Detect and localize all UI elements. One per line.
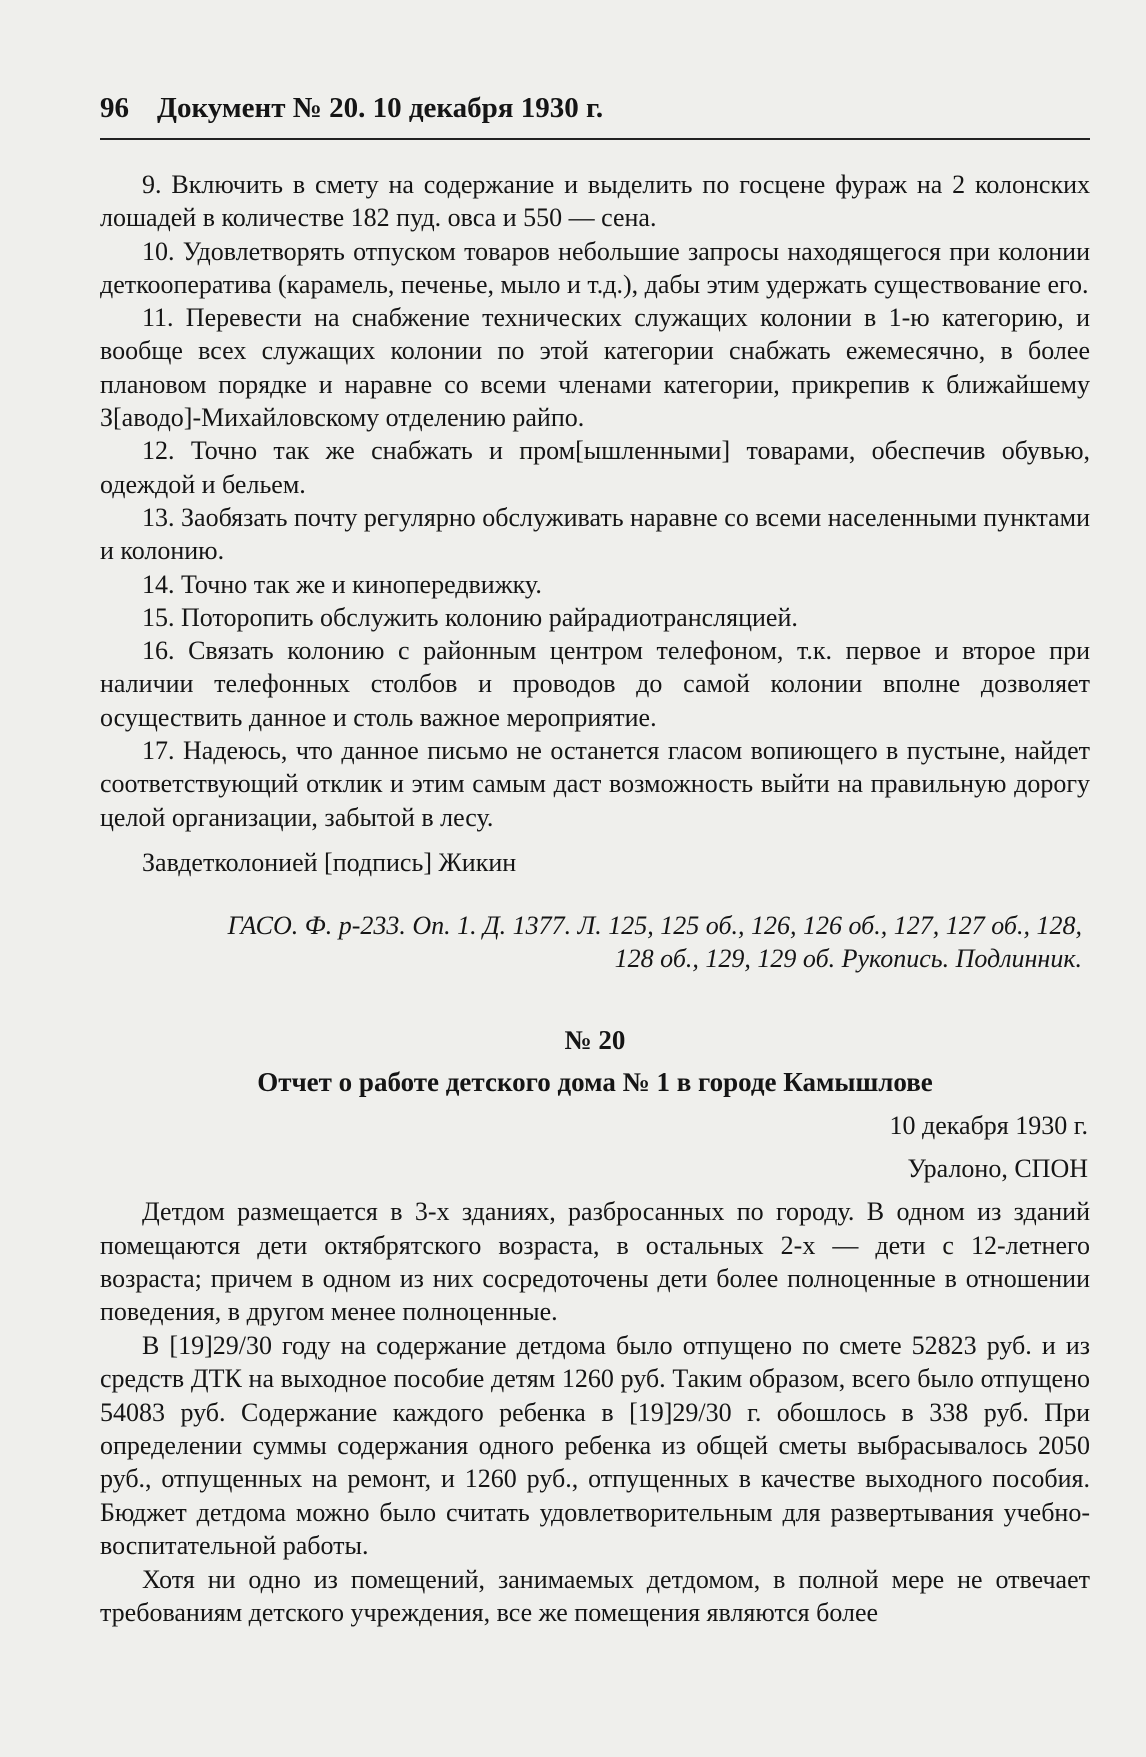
document-source: Уралоно, СПОН xyxy=(907,1154,1088,1184)
archive-reference-line-2: 128 об., 129, 129 об. Рукопись. Подлинник. xyxy=(614,944,1082,974)
paragraph-item-17: 17. Надеюсь, что данное письмо не останется гласом вопиющего в пустыне, найдет соответствующий отклик и этим самым даст возможность выйти на правильную дорогу целой организации, забытой в лесу. xyxy=(100,736,1090,832)
document-number: № 20 xyxy=(564,1025,626,1056)
paragraph-item-16: 16. Связать колонию с районным центром телефоном, т.к. первое и второе при наличии телефонных столбов и проводов до самой колонии вполне дозволяет осуществить данное и столь важное мероприятие. xyxy=(100,636,1090,732)
document-date: 10 декабря 1930 г. xyxy=(889,1111,1088,1141)
letter-continuation xyxy=(100,168,1090,879)
paragraph-item-11: 11. Перевести на снабжение технических служащих колонии в 1-ю категорию, и вообще всех служащих колонии по этой категории снабжать ежемесячно, в более плановом порядке и наравне со всеми членами категории, прикрепив к ближайшему З[аводо]-Михайловскому отделению райпо. xyxy=(100,303,1090,433)
page-content xyxy=(100,88,1090,1630)
report-body xyxy=(100,1195,1090,1629)
running-header xyxy=(100,88,1090,140)
report-paragraph-2: В [19]29/30 году на содержание детдома было отпущено по смете 52823 руб. и из средств ДТК на выходное пособие детям 1260 руб. Таким образом, всего было отпущено 54083 руб. Содержание каждого ребенка в [19]29/30 г. обошлось в 338 руб. При определении суммы содержания одного ребенка из общей сметы выбрасывалось 2050 руб., отпущенных на ремонт, и 1260 руб., отпущенных в качестве выходного пособия. Бюджет детдома можно было считать удовлетворительным для развертывания учебно-воспитательной работы. xyxy=(100,1330,1090,1561)
report-paragraph-3: Хотя ни одно из помещений, занимаемых детдомом, в полной мере не отвечает требованиям детского учреждения, все же помещения являются более xyxy=(100,1564,1090,1628)
archive-reference xyxy=(100,909,1090,975)
signature-line: Завдетколонией [подпись] Жикин xyxy=(142,847,517,877)
archive-reference-line-1: ГАСО. Ф. р-233. Оп. 1. Д. 1377. Л. 125, 125 об., 126, 126 об., 127, 127 об., 128, xyxy=(227,911,1082,941)
page-number: 96 xyxy=(100,92,129,124)
paragraph-item-14: 14. Точно так же и кинопередвижку. xyxy=(142,569,542,599)
paragraph-item-10: 10. Удовлетворять отпуском товаров небольшие запросы находящегося при колонии деткооператива (карамель, печенье, мыло и т.д.), дабы этим удержать существование его. xyxy=(100,236,1090,299)
report-paragraph-1: Детдом размещается в 3-х зданиях, разбросанных по городу. В одном из зданий помещаются дети октябрятского возраста, в остальных 2-х — дети с 12-летнего возраста; причем в одном из них сосредоточены дети более полноценные в отношении поведения, в другом менее полноценные. xyxy=(100,1197,1090,1327)
paragraph-item-13: 13. Заобязать почту регулярно обслуживать наравне со всеми населенными пунктами и колонию. xyxy=(100,502,1090,566)
paragraph-item-15: 15. Поторопить обслужить колонию райрадиотрансляцией. xyxy=(142,602,798,632)
paragraph-item-12: 12. Точно так же снабжать и пром[ышленными] товарами, обеспечив обувью, одеждой и бельем. xyxy=(100,436,1090,499)
running-header-title: Документ № 20. 10 декабря 1930 г. xyxy=(157,92,604,124)
paragraph-item-9: 9. Включить в смету на содержание и выделить по госцене фураж на 2 колонских лошадей в количестве 182 пуд. овса и 550 — сена. xyxy=(100,170,1090,233)
document-title: Отчет о работе детского дома № 1 в городе Камышлове xyxy=(257,1067,933,1098)
